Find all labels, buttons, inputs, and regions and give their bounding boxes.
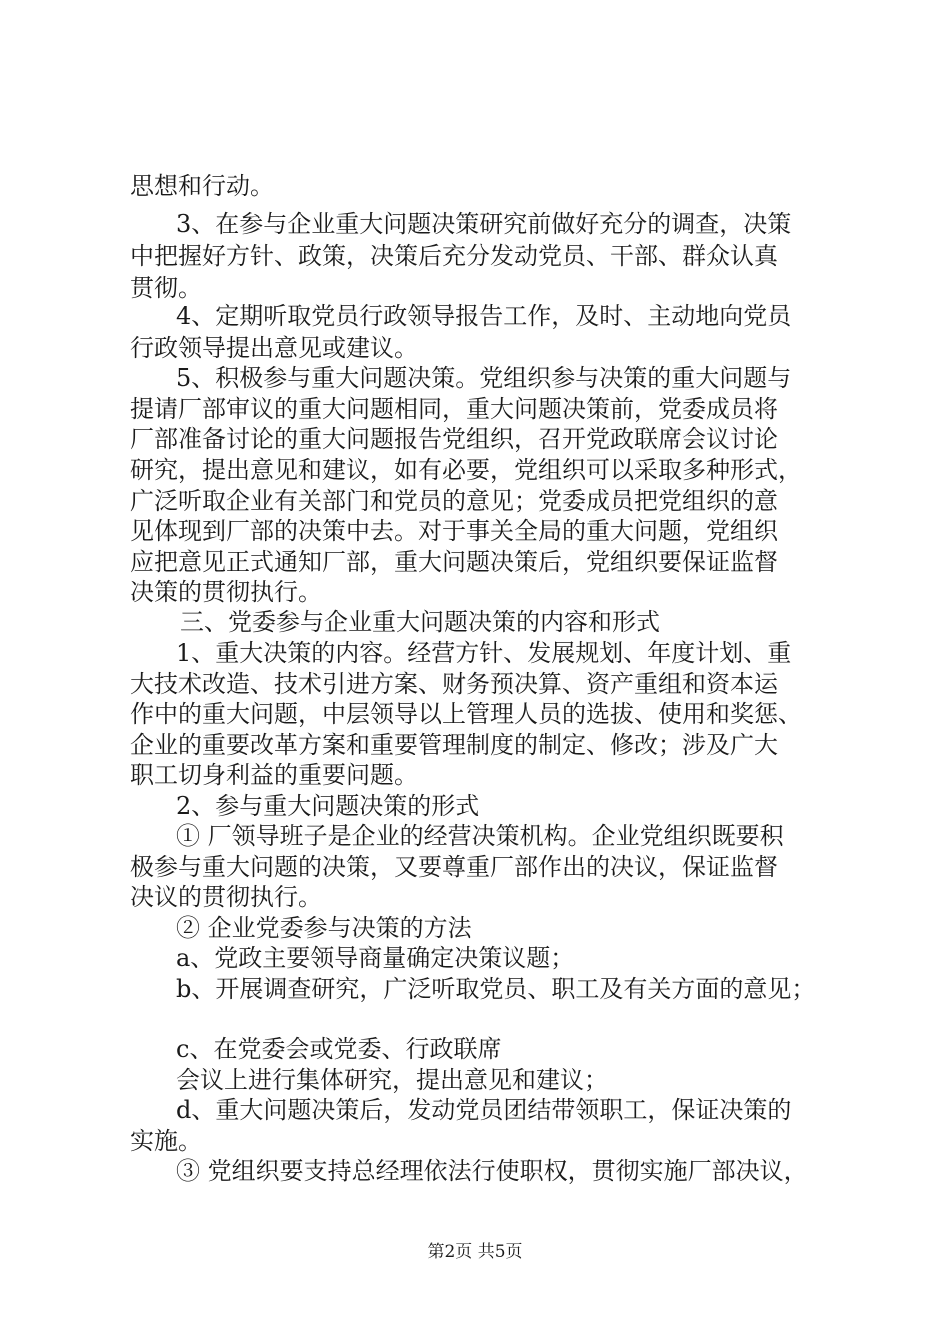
paragraph-line: 行政领导提出意见或建议。 bbox=[130, 334, 418, 362]
paragraph-line: b、开展调查研究，广泛听取党员、职工及有关方面的意见； bbox=[176, 975, 816, 1003]
paragraph-line: 实施。 bbox=[130, 1127, 202, 1155]
paragraph-line: ③ 党组织要支持总经理依法行使职权，贯彻实施厂部决议， bbox=[176, 1157, 808, 1185]
paragraph-line: 厂部准备讨论的重大问题报告党组织，召开党政联席会议讨论 bbox=[130, 425, 778, 453]
paragraph-line: 决策的贯彻执行。 bbox=[130, 578, 322, 606]
paragraph-line: 贯彻。 bbox=[130, 274, 202, 302]
paragraph-line: 1、重大决策的内容。经营方针、发展规划、年度计划、重 bbox=[176, 639, 792, 667]
paragraph-line: 作中的重大问题，中层领导以上管理人员的选拔、使用和奖惩、 bbox=[130, 700, 802, 728]
paragraph-line: 研究，提出意见和建议，如有必要，党组织可以采取多种形式， bbox=[130, 456, 802, 484]
page-number-footer: 第2页 共5页 bbox=[427, 1242, 523, 1262]
paragraph-line: 企业的重要改革方案和重要管理制度的制定、修改；涉及广大 bbox=[130, 731, 778, 759]
paragraph-line: 提请厂部审议的重大问题相同，重大问题决策前，党委成员将 bbox=[130, 395, 778, 423]
paragraph-line: 职工切身利益的重要问题。 bbox=[130, 761, 418, 789]
paragraph-line: 见体现到厂部的决策中去。对于事关全局的重大问题，党组织 bbox=[130, 517, 778, 545]
section-heading: 三、党委参与企业重大问题决策的内容和形式 bbox=[180, 608, 660, 636]
paragraph-line: 应把意见正式通知厂部，重大问题决策后，党组织要保证监督 bbox=[130, 548, 778, 576]
paragraph-line: 5、积极参与重大问题决策。党组织参与决策的重大问题与 bbox=[176, 364, 792, 392]
paragraph-line: ② 企业党委参与决策的方法 bbox=[176, 914, 472, 942]
paragraph-line: 3、在参与企业重大问题决策研究前做好充分的调查，决策 bbox=[176, 210, 792, 238]
paragraph-line: 极参与重大问题的决策，又要尊重厂部作出的决议，保证监督 bbox=[130, 853, 778, 881]
paragraph-line: c、在党委会或党委、行政联席 bbox=[176, 1035, 502, 1063]
paragraph-line: ① 厂领导班子是企业的经营决策机构。企业党组织既要积 bbox=[176, 822, 784, 850]
paragraph-line: 思想和行动。 bbox=[130, 172, 274, 200]
paragraph-line: 广泛听取企业有关部门和党员的意见；党委成员把党组织的意 bbox=[130, 487, 778, 515]
paragraph-line: 决议的贯彻执行。 bbox=[130, 883, 322, 911]
paragraph-line: d、重大问题决策后，发动党员团结带领职工，保证决策的 bbox=[176, 1096, 792, 1124]
paragraph-line: 大技术改造、技术引进方案、财务预决算、资产重组和资本运 bbox=[130, 670, 778, 698]
paragraph-line: 2、参与重大问题决策的形式 bbox=[176, 792, 480, 820]
paragraph-line: 4、定期听取党员行政领导报告工作，及时、主动地向党员 bbox=[176, 302, 792, 330]
paragraph-line: 中把握好方针、政策，决策后充分发动党员、干部、群众认真 bbox=[130, 242, 778, 270]
paragraph-line: a、党政主要领导商量确定决策议题； bbox=[176, 944, 575, 972]
paragraph-line: 会议上进行集体研究，提出意见和建议； bbox=[176, 1066, 608, 1094]
